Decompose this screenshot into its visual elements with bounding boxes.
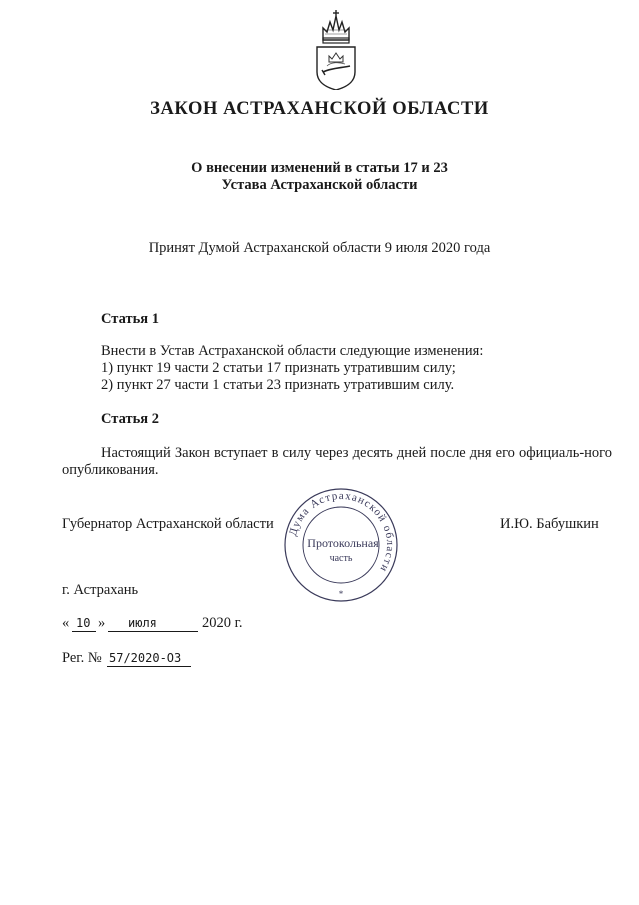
article-1-item: 2) пункт 27 части 1 статьи 23 признать утратившим силу. <box>101 377 455 393</box>
registration-value: 57/2020-ОЗ <box>109 651 182 665</box>
place-of-signing: г. Астрахань <box>62 582 139 598</box>
article-2-heading: Статья 2 <box>101 411 159 427</box>
date-month-underline <box>108 631 198 632</box>
date-year: 2020 г. <box>202 615 243 631</box>
stamp-ring-text: Дума Астраханской области <box>286 489 397 575</box>
stamp-star-icon: * <box>338 589 344 599</box>
date-close-quote: » <box>98 615 106 631</box>
registration-label: Рег. № <box>62 650 102 666</box>
date-month: июля <box>128 616 157 630</box>
article-1-intro: Внести в Устав Астраханской области следующие изменения: <box>101 343 484 359</box>
stamp-center-line-1: Протокольная <box>307 536 379 550</box>
registration-underline <box>107 666 191 667</box>
law-subject <box>0 160 639 194</box>
date-day-underline <box>72 631 96 632</box>
signatory-position: Губернатор Астраханской области <box>62 516 274 532</box>
stamp-center-line-2: часть <box>329 553 353 564</box>
article-1-body <box>101 343 483 394</box>
date-open-quote: « <box>62 615 70 631</box>
article-1-heading: Статья 1 <box>101 311 159 327</box>
adoption-statement: Принят Думой Астраханской области 9 июля 2020 года <box>148 240 491 256</box>
date-day: 10 <box>76 616 91 630</box>
astrakhan-coat-of-arms-icon <box>313 10 359 90</box>
official-stamp <box>283 487 399 603</box>
signatory-name: И.Ю. Бабушкин <box>500 516 599 532</box>
law-title: ЗАКОН АСТРАХАНСКОЙ ОБЛАСТИ <box>150 99 489 119</box>
subject-line-1: О внесении изменений в статьи 17 и 23 <box>191 160 448 176</box>
subject-line-2: Устава Астраханской области <box>221 177 418 193</box>
article-1-item: 1) пункт 19 части 2 статьи 17 признать утратившим силу; <box>101 360 456 376</box>
article-2-body: Настоящий Закон вступает в силу через десять дней после дня его официаль-ного опубликования. <box>62 445 612 478</box>
